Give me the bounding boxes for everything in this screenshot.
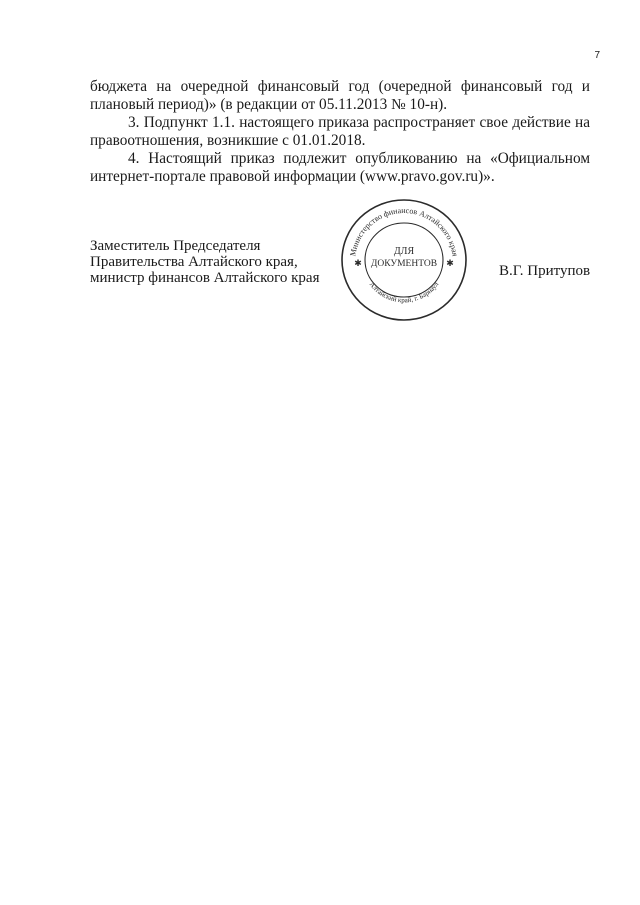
- seal-star-right: ✱: [446, 258, 454, 268]
- signer-position-line-2: Правительства Алтайского края,: [90, 254, 298, 270]
- seal-star-left: ✱: [354, 258, 362, 268]
- seal-graphic: [338, 196, 470, 324]
- paragraph-item-4: 4. Настоящий приказ подлежит опубликованию на «Официальном интернет-портале правовой информации (www.pravo.gov.ru)».: [90, 150, 590, 185]
- signer-position-line-3: министр финансов Алтайского края: [90, 270, 320, 286]
- seal-center-line-1: ДЛЯ: [393, 246, 415, 257]
- paragraph-continuation: бюджета на очередной финансовый год (очередной финансовый год и плановый период)» (в редакции от 05.11.2013 № 10-н).: [90, 78, 590, 113]
- svg-text:Алтайский край, г. Барнаул: [368, 280, 441, 304]
- document-body: [90, 78, 590, 186]
- seal-center-line-2: ДОКУМЕНТОВ: [370, 259, 438, 269]
- signer-name: В.Г. Притупов: [499, 263, 591, 279]
- seal-outer-text: Министерство финансов Алтайского края: [348, 205, 460, 257]
- signer-position-line-1: Заместитель Председателя: [90, 238, 261, 254]
- official-seal: [338, 196, 470, 324]
- page-number: 7: [594, 50, 600, 61]
- paragraph-item-3: 3. Подпункт 1.1. настоящего приказа распространяет свое действие на правоотношения, возникшие с 01.01.2018.: [90, 114, 590, 149]
- signer-block: [90, 238, 350, 286]
- seal-bottom-text: Алтайский край, г. Барнаул: [367, 280, 441, 305]
